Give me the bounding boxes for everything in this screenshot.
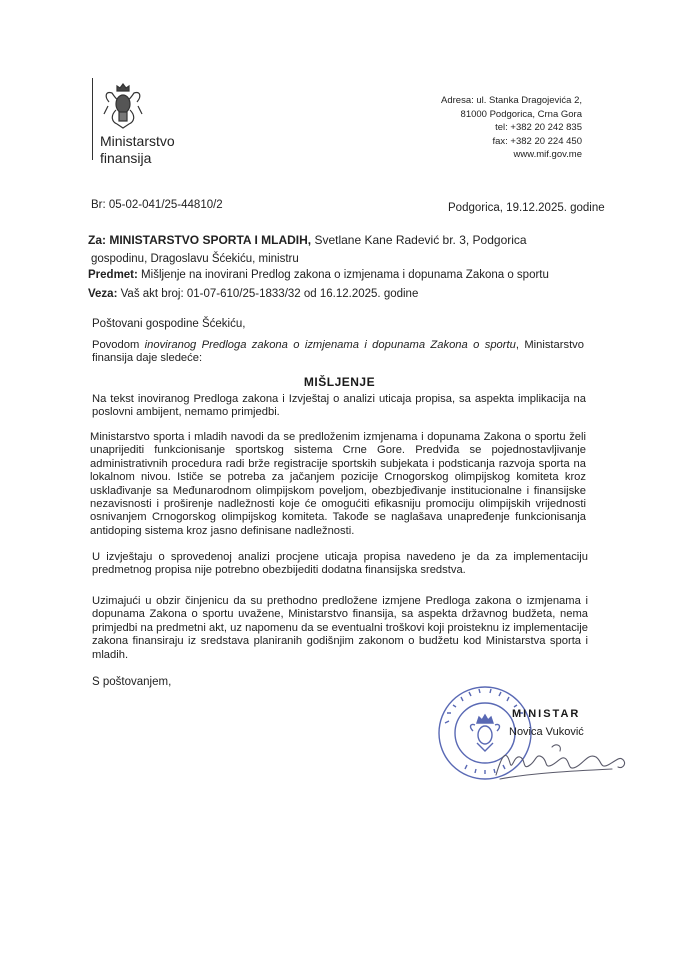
body-paragraph: Ministarstvo sporta i mladih navodi da se predloženim izmjenama i dopunama Zakona o sportu želi unaprijediti funkcionisanje sportskog sistema Crne Gore. Predviđa se pojednostavljivanje administrativnih procedura radi brže registracije sportskih subjekata i podsticanja razvoja sporta na lokalnom nivou. Ističe se potreba za jačanjem pozicije Crnogorskog olimpijskog komiteta kroz usklađivanje sa Međunarodnom olimpijskom poveljom, obezbjeđivanje institucionalne i finansijske nezavisnosti i proširenje nadležnosti koje će omogućiti efikasniju promociju olimpijskih vrijednosti osnivanjem Crnogorskog olimpijskog komiteta. Takođe se naglašava unapređenje funkcionisanja antidoping sistema kroz jasno definisane nadležnosti. bbox=[90, 431, 586, 537]
reference-number: Br: 05-02-041/25-44810/2 bbox=[91, 199, 223, 211]
intro-before: Povodom bbox=[92, 339, 145, 351]
ministry-name-line2: finansija bbox=[100, 150, 152, 166]
body-paragraph: Na tekst inoviranog Predloga zakona i Izvještaj o analizi uticaja propisa, sa aspekta implikacija na poslovni ambijent, nemamo primjedbi. bbox=[92, 393, 586, 419]
salutation: Poštovani gospodine Šćekiću, bbox=[92, 318, 246, 330]
address-line: tel: +382 20 242 835 bbox=[495, 122, 582, 133]
recipient-name: Za: MINISTARSTVO SPORTA I MLADIH, bbox=[88, 233, 312, 247]
connection-label: Veza: bbox=[88, 288, 118, 300]
body-paragraph: U izvještaju o sprovedenoj analizi procjene uticaja propisa navedeno je da za implementaciju predmetnog propisa nije potrebno obezbijediti dodatna finansijska sredstva. bbox=[92, 551, 588, 577]
connection-line bbox=[88, 287, 418, 302]
signatory-title: MINISTAR bbox=[512, 708, 581, 720]
address-line: www.mif.gov.me bbox=[513, 149, 582, 160]
intro-italic: inoviranog Predloga zakona o izmjenama i dopunama Zakona o sportu bbox=[144, 339, 516, 351]
closing-phrase: S poštovanjem, bbox=[92, 676, 172, 688]
coat-of-arms-icon bbox=[100, 82, 146, 132]
place-date: Podgorica, 19.12.2025. godine bbox=[448, 202, 605, 214]
subject-line bbox=[88, 268, 549, 283]
address-line: Adresa: ul. Stanka Dragojevića 2, bbox=[441, 95, 582, 106]
handwritten-signature-icon bbox=[492, 735, 637, 785]
subject-label: Predmet: bbox=[88, 269, 138, 281]
subject-text: Mišljenje na inovirani Predlog zakona o izmjenama i dopunama Zakona o sportu bbox=[137, 269, 549, 281]
body-paragraph: Uzimajući u obzir činjenicu da su prethodno predložene izmjene Predloga zakona o izmjenama i dopunama Zakona o sportu uvažene, Ministarstvo finansija, sa aspekta državnog budžeta, nema primjedbi na predmetni akt, uz napomenu da se eventualni troškovi koji proisteknu iz implementacije zakona finansiraju iz sredstava planiranih godišnjim zakonom o budžetu kod Ministarstva sporta i mladih. bbox=[92, 595, 588, 661]
signatory-name: Novica Vuković bbox=[509, 726, 584, 738]
address-line: 81000 Podgorica, Crna Gora bbox=[460, 108, 582, 120]
recipient-line bbox=[88, 233, 527, 248]
ministry-address bbox=[441, 94, 582, 162]
ministry-name-line1: Ministarstvo bbox=[100, 133, 175, 149]
address-line: fax: +382 20 224 450 bbox=[492, 135, 582, 147]
opinion-heading: MIŠLJENJE bbox=[303, 375, 376, 389]
intro-after: , Ministarstvo finansija daje sledeće: bbox=[92, 339, 584, 365]
header-divider bbox=[92, 78, 93, 160]
connection-text: Vaš akt broj: 01-07-610/25-1833/32 od 16.12.2025. godine bbox=[117, 288, 419, 300]
intro-paragraph bbox=[92, 339, 584, 366]
recipient-person: gospodinu, Dragoslavu Šćekiću, ministru bbox=[91, 253, 299, 265]
ministry-name bbox=[100, 133, 175, 167]
recipient-address: Svetlane Kane Radević br. 3, Podgorica bbox=[311, 233, 527, 247]
